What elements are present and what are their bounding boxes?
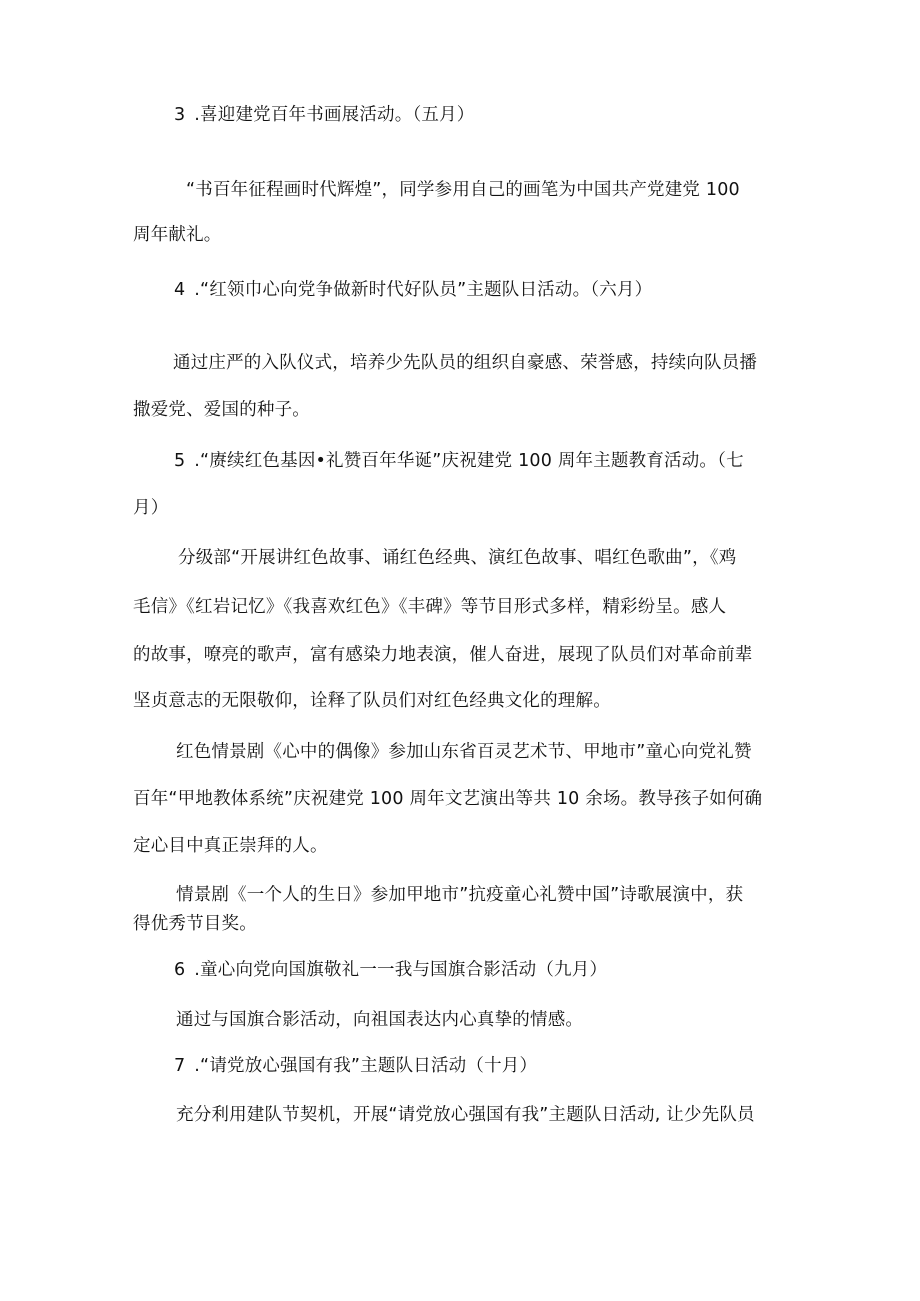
heading-item-6: 6 .童心向党向国旗敬礼一一我与国旗合影活动（九月） — [174, 960, 608, 980]
paragraph-line: 百年“甲地教体系统”庆祝建党 100 周年文艺演出等共 10 余场。教导孩子如何确 — [133, 789, 763, 809]
heading-item-3: 3 .喜迎建党百年书画展活动。（五月） — [174, 105, 475, 125]
paragraph-line: 坚贞意志的无限敬仰，诠释了队员们对红色经典文化的理解。 — [133, 691, 611, 711]
paragraph-line: 的故事，嘹亮的歌声，富有感染力地表演，催人奋进，展现了队员们对革命前辈 — [133, 645, 753, 665]
heading-item-4: 4 .“红领巾心向党争做新时代好队员”主题队日活动。（六月） — [174, 280, 653, 300]
paragraph-line: 撒爱党、爱国的种子。 — [133, 400, 310, 420]
paragraph-line: “书百年征程画时代辉煌”，同学参用自己的画笔为中国共产党建党 100 — [186, 180, 740, 200]
paragraph-line: 充分利用建队节契机，开展“请党放心强国有我”主题队日活动, 让少先队员 — [176, 1105, 755, 1125]
heading-item-5-continued: 月） — [133, 498, 169, 518]
paragraph-line: 情景剧《一个人的生日》参加甲地市”抗疫童心礼赞中国”诗歌展演中，获 — [176, 885, 744, 905]
paragraph-line: 红色情景剧《心中的偶像》参加山东省百灵艺术节、甲地市”童心向党礼赞 — [176, 742, 752, 762]
paragraph-line: 分级部“开展讲红色故事、诵红色经典、演红色故事、唱红色歌曲”，《鸡 — [178, 548, 737, 568]
paragraph-line: 周年献礼。 — [133, 225, 222, 245]
paragraph-line: 毛信》《红岩记忆》《我喜欢红色》《丰碑》等节目形式多样，精彩纷呈。感人 — [133, 597, 727, 617]
paragraph-line: 得优秀节目奖。 — [133, 914, 257, 934]
paragraph-line: 通过庄严的入队仪式，培养少先队员的组织自豪感、荣誉感，持续向队员播 — [173, 353, 758, 373]
paragraph-line: 定心目中真正崇拜的人。 — [133, 836, 328, 856]
heading-item-7: 7 .“请党放心强国有我”主题队日活动（十月） — [174, 1056, 538, 1076]
heading-item-5: 5 .“赓续红色基因•礼赞百年华诞”庆祝建党 100 周年主题教育活动。（七 — [174, 451, 744, 471]
paragraph-line: 通过与国旗合影活动，向祖国表达内心真挚的情感。 — [176, 1010, 584, 1030]
